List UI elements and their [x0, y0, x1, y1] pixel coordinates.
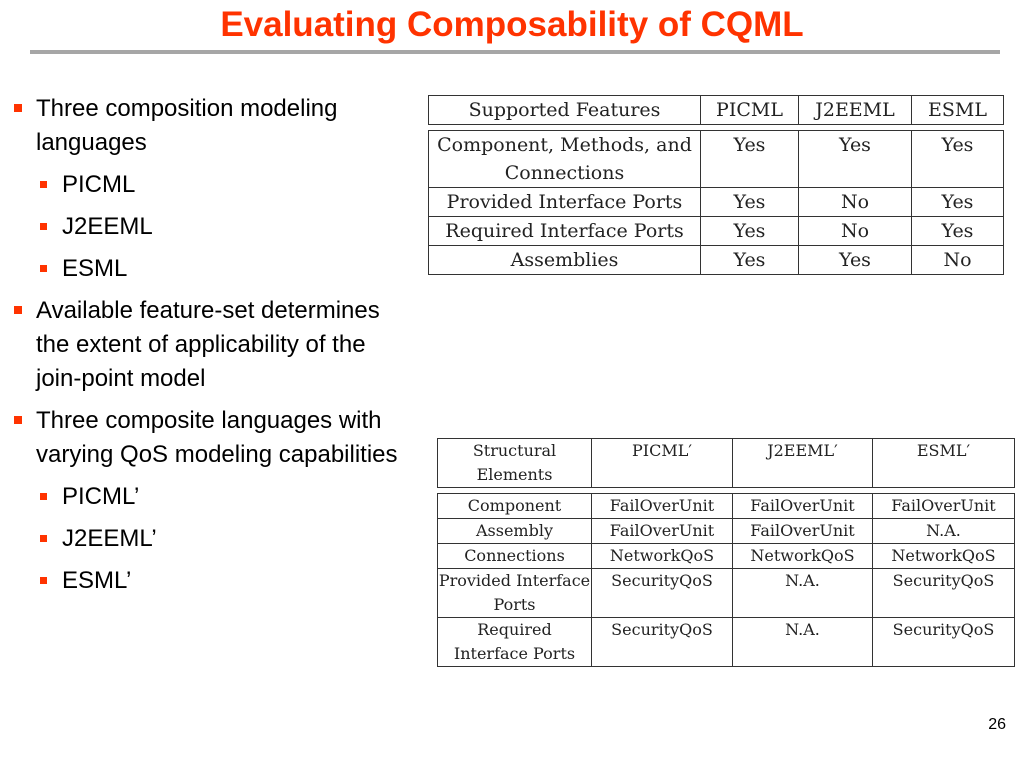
title-divider: [30, 50, 1000, 54]
table-cell: No: [799, 217, 912, 246]
table-cell: Provided Interface Ports: [428, 188, 701, 217]
table-row: [437, 493, 1015, 519]
table-cell: Component, Methods, and Connections: [428, 130, 701, 188]
table-cell: No: [799, 188, 912, 217]
table-header-row: [437, 438, 1015, 488]
sub-bullet-item: ESML: [14, 252, 414, 286]
table-cell: Yes: [701, 217, 799, 246]
table-cell: Yes: [912, 188, 1004, 217]
bullet-item: Three composite languages with varying QoS modeling capabilities: [14, 404, 414, 472]
table-cell: FailOverUnit: [733, 493, 873, 519]
table-cell: SecurityQoS: [873, 569, 1015, 618]
table-cell: Yes: [799, 130, 912, 188]
table-cell: N.A.: [733, 618, 873, 667]
table-cell: FailOverUnit: [733, 519, 873, 544]
table-cell: SecurityQoS: [592, 618, 733, 667]
sub-bullet-item: PICML’: [14, 480, 414, 514]
header-cell: PICML: [701, 95, 799, 125]
structural-elements-table: [437, 438, 1015, 667]
table-cell: Assemblies: [428, 246, 701, 275]
sub-bullet-item: J2EEML: [14, 210, 414, 244]
table-row: [437, 519, 1015, 544]
table-cell: FailOverUnit: [592, 519, 733, 544]
table-cell: Yes: [799, 246, 912, 275]
header-cell: ESML′: [873, 438, 1015, 488]
table-cell: Connections: [437, 544, 592, 569]
table-cell: Provided Interface Ports: [437, 569, 592, 618]
table-cell: Yes: [912, 130, 1004, 188]
header-cell: J2EEML: [799, 95, 912, 125]
table-cell: NetworkQoS: [873, 544, 1015, 569]
table-cell: Yes: [701, 130, 799, 188]
table-row: [437, 618, 1015, 667]
sub-bullet-item: J2EEML’: [14, 522, 414, 556]
table-cell: Required Interface Ports: [437, 618, 592, 667]
table-cell: Component: [437, 493, 592, 519]
table-row: [428, 188, 1004, 217]
header-cell: J2EEML′: [733, 438, 873, 488]
table-cell: Required Interface Ports: [428, 217, 701, 246]
table-cell: Yes: [701, 188, 799, 217]
bullet-item: Three composition modeling languages: [14, 92, 414, 160]
table-row: [437, 569, 1015, 618]
slide-title: Evaluating Composability of CQML: [220, 5, 804, 44]
table-cell: SecurityQoS: [873, 618, 1015, 667]
sub-bullet-item: ESML’: [14, 564, 414, 598]
header-cell: PICML′: [592, 438, 733, 488]
table-cell: No: [912, 246, 1004, 275]
table-cell: NetworkQoS: [733, 544, 873, 569]
supported-features-table: [428, 95, 1004, 275]
sub-bullet-item: PICML: [14, 168, 414, 202]
table-cell: N.A.: [873, 519, 1015, 544]
bullet-list: [14, 92, 414, 606]
table-cell: Assembly: [437, 519, 592, 544]
page-number: 26: [988, 716, 1006, 733]
table-row: [437, 544, 1015, 569]
table-row: [428, 246, 1004, 275]
table-row: [428, 217, 1004, 246]
table-cell: SecurityQoS: [592, 569, 733, 618]
header-cell: Supported Features: [428, 95, 701, 125]
table-cell: N.A.: [733, 569, 873, 618]
header-cell: ESML: [912, 95, 1004, 125]
table-header-row: [428, 95, 1004, 125]
header-cell: Structural Elements: [437, 438, 592, 488]
table-cell: FailOverUnit: [592, 493, 733, 519]
table-cell: Yes: [912, 217, 1004, 246]
table-row: [428, 130, 1004, 188]
table-cell: Yes: [701, 246, 799, 275]
bullet-item: Available feature-set determines the extent of applicability of the join-point model: [14, 294, 414, 396]
table-cell: NetworkQoS: [592, 544, 733, 569]
table-cell: FailOverUnit: [873, 493, 1015, 519]
